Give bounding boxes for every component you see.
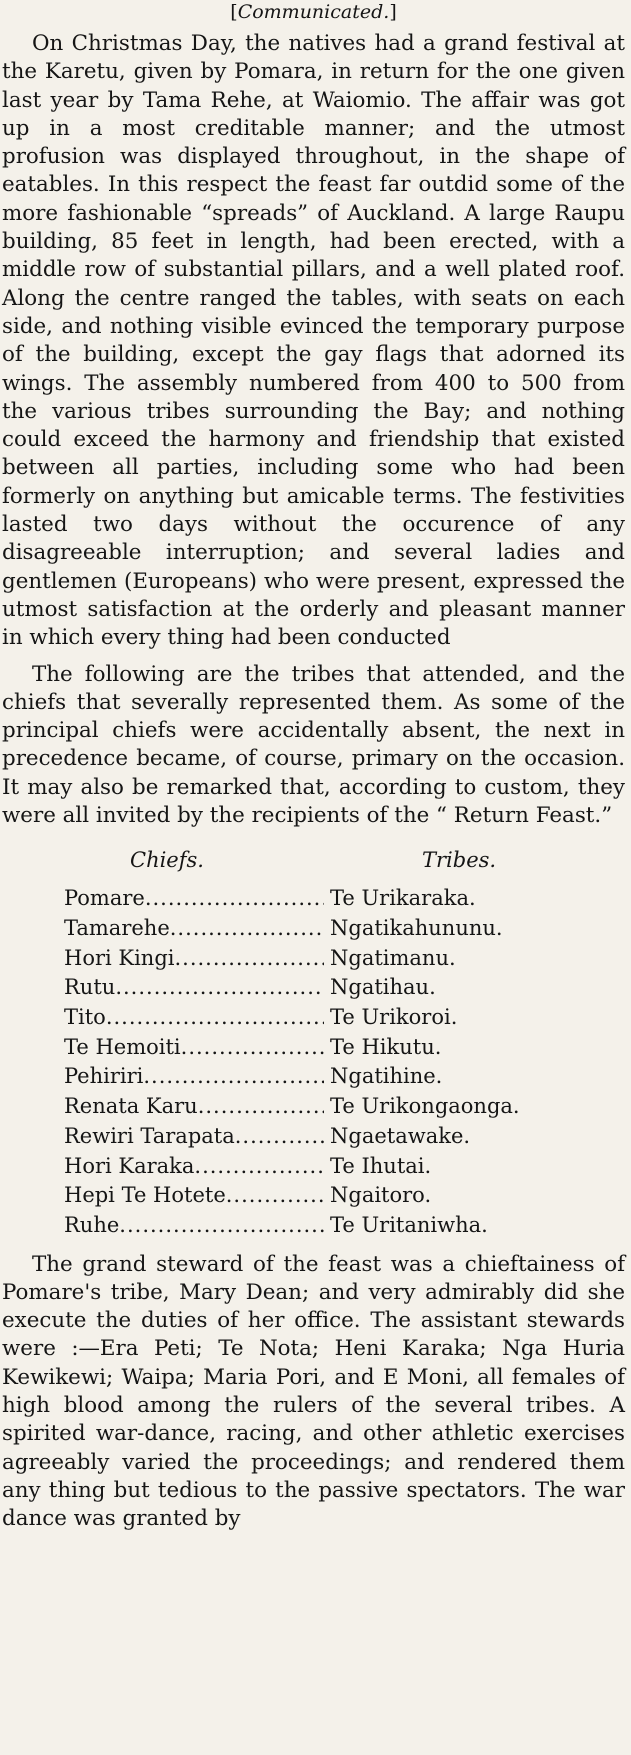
chief-cell	[64, 1033, 324, 1063]
chief-cell	[64, 1181, 324, 1211]
dot-leader	[115, 973, 324, 1003]
dot-leader	[143, 1062, 324, 1092]
tribe-name: Ngatimanu.	[330, 945, 456, 970]
chief-tribe-row	[2, 1181, 625, 1211]
chief-tribe-row	[2, 914, 625, 944]
tribe-name: Te Urikongaonga.	[330, 1094, 520, 1119]
tribe-name: Te Urikoroi.	[330, 1005, 458, 1030]
dot-leader	[174, 944, 324, 974]
paragraph-tribes-attended: The following are the tribes that attended, and the chiefs that severally represented them. As some of the principal chiefs were accidentally absent, the next in precedence became, of course, primary on the occasion. It may also be remarked that, according to custom, they were all invited by the recipients of the “ Return Feast.”	[2, 661, 625, 829]
tribe-name: Ngaitoro.	[330, 1183, 432, 1208]
tribe-name: Ngatihau.	[330, 975, 436, 1000]
chief-tribe-row	[2, 1211, 625, 1241]
chief-cell	[64, 1122, 324, 1152]
chief-cell	[64, 1062, 324, 1092]
chief-name: Rutu	[64, 975, 116, 1000]
chief-name: Rewiri Tarapata	[64, 1123, 235, 1148]
chief-name: Tamarehe	[64, 916, 170, 940]
communicated-heading	[2, 0, 625, 24]
chief-cell	[64, 1152, 324, 1182]
chief-tribe-row	[2, 1033, 625, 1063]
chief-tribe-row	[2, 1092, 625, 1122]
chiefs-column-header: Chiefs.	[130, 848, 204, 873]
chief-cell	[64, 1092, 324, 1122]
bracket-open: [	[230, 1, 238, 23]
chief-tribe-row	[2, 884, 625, 914]
chief-cell	[64, 914, 324, 944]
paragraph-grand-steward: The grand steward of the feast was a chieftainess of Pomare's tribe, Mary Dean; and very admirably did she execute the duties of her office. The assistant stewards were :—Era Peti; Te Nota; Heni Karaka; Nga Huria Kewikewi; Waipa; Maria Pori, and E Moni, all females of high blood among the rulers of the several tribes. A spirited war-dance, racing, and other athletic exercises agreeably varied the proceedings; and rendered them any thing but tedious to the passive spectators. The war dance was granted by	[2, 1251, 625, 1532]
chief-name: Hepi Te Hotete	[64, 1183, 226, 1208]
tribe-name: Ngatikahununu.	[330, 916, 503, 940]
chief-cell	[64, 944, 324, 974]
chief-cell	[64, 1211, 324, 1241]
chief-tribe-row	[2, 973, 625, 1003]
chiefs-tribes-header	[2, 846, 625, 874]
chief-cell	[64, 1003, 324, 1033]
chief-name: Hori Kingi	[64, 945, 175, 970]
chief-tribe-row	[2, 1003, 625, 1033]
tribe-name: Ngaetawake.	[330, 1123, 471, 1148]
tribe-name: Ngatihine.	[330, 1064, 443, 1089]
chief-name: Pehiriri	[64, 1064, 144, 1089]
dot-leader	[119, 1211, 324, 1241]
chief-name: Te Hemoiti	[64, 1034, 181, 1059]
chiefs-tribes-list	[2, 884, 625, 1240]
communicated-label: Communicated.	[237, 1, 390, 23]
chief-tribe-row	[2, 1152, 625, 1182]
dot-leader	[194, 1152, 324, 1182]
bracket-close: ]	[389, 1, 397, 23]
dot-leader	[145, 884, 324, 914]
chief-name: Ruhe	[64, 1212, 120, 1237]
paragraph-christmas-feast: On Christmas Day, the natives had a grand festival at the Karetu, given by Pomara, in return for the one given last year by Tama Rehe, at Waiomio. The affair was got up in a most creditable manner; and the utmost profusion was displayed throughout, in the shape of eatables. In this respect the feast far outdid some of the more fashionable “spreads” of Auckland. A large Raupu building, 85 feet in length, had been erected, with a middle row of substantial pillars, and a well plated roof. Along the centre ranged the tables, with seats on each side, and nothing visible evinced the temporary purpose of the building, except the gay flags that adorned its wings. The assembly numbered from 400 to 500 from the various tribes surrounding the Bay; and nothing could exceed the harmony and friendship that existed between all parties, including some who had been formerly on anything but amicable terms. The festivities lasted two days without the occurence of any disagreeable interruption; and several ladies and gentlemen (Europeans) who were present, expressed the utmost satisfaction at the orderly and pleasant manner in which every thing had been conducted	[2, 31, 625, 651]
chief-cell	[64, 973, 324, 1003]
chief-tribe-row	[2, 1062, 625, 1092]
chief-name: Tito	[64, 1005, 106, 1030]
dot-leader	[181, 1033, 324, 1063]
tribe-name: Te Uritaniwha.	[330, 1212, 488, 1237]
dot-leader	[198, 1092, 324, 1122]
chief-name: Pomare	[64, 886, 145, 911]
dot-leader	[226, 1181, 324, 1211]
chief-name: Hori Karaka	[64, 1153, 195, 1178]
chief-tribe-row	[2, 944, 625, 974]
dot-leader	[170, 914, 324, 944]
chief-name: Renata Karu	[64, 1094, 198, 1119]
chief-tribe-row	[2, 1122, 625, 1152]
tribe-name: Te Ihutai.	[330, 1153, 432, 1178]
tribe-name: Te Urikaraka.	[330, 886, 476, 911]
tribes-column-header: Tribes.	[422, 848, 497, 873]
dot-leader	[106, 1003, 324, 1033]
dot-leader	[235, 1122, 324, 1152]
chief-cell	[64, 884, 324, 914]
tribe-name: Te Hikutu.	[330, 1034, 442, 1059]
